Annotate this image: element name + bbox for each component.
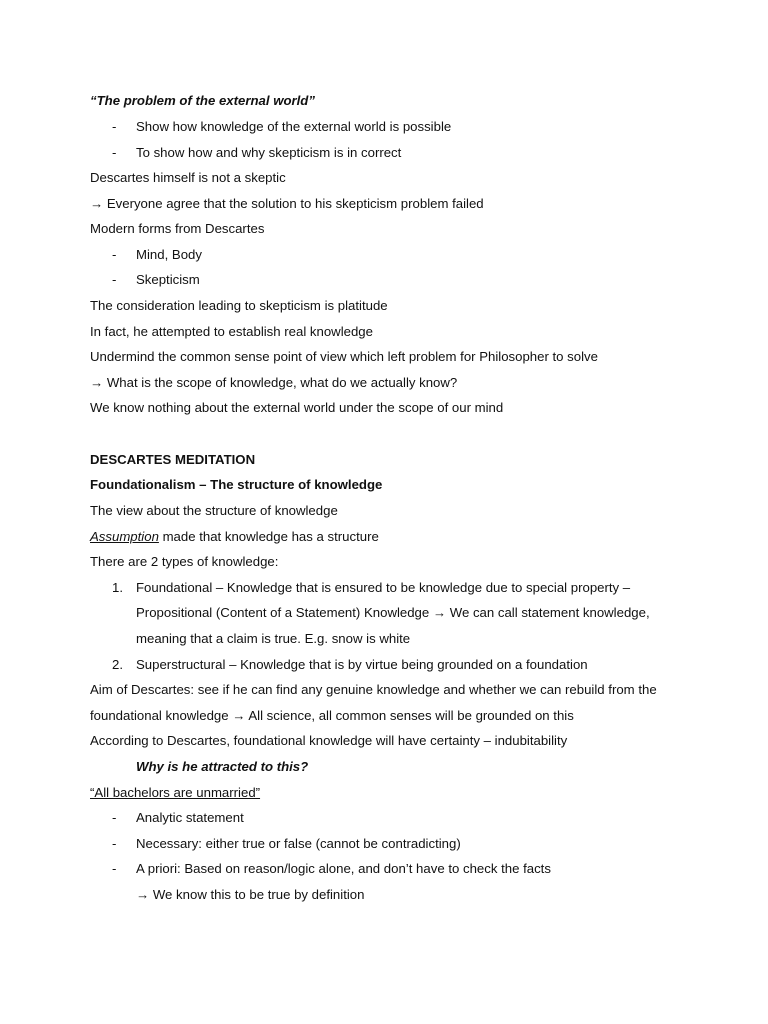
bullet-dash: - (112, 272, 117, 287)
paragraph-line: Aim of Descartes: see if he can find any genuine knowledge and whether we can rebuild from the (90, 682, 657, 697)
list-text: Foundational – Knowledge that is ensured to be knowledge due to special property – (136, 580, 631, 595)
paragraph-line: Undermind the common sense point of view which left problem for Philosopher to solve (90, 349, 598, 364)
assumption-term: Assumption (90, 529, 159, 544)
paragraph-line: foundational knowledge → All science, all common senses will be grounded on this (90, 708, 574, 723)
paragraph-line: The consideration leading to skepticism is platitude (90, 298, 388, 313)
bullet-text: To show how and why skepticism is in correct (136, 145, 402, 160)
paragraph-line: There are 2 types of knowledge: (90, 554, 279, 569)
paragraph-line: → Everyone agree that the solution to his skepticism problem failed (90, 196, 484, 211)
section-heading: DESCARTES MEDITATION (90, 452, 256, 467)
paragraph-line: Descartes himself is not a skeptic (90, 170, 286, 185)
bullet-dash: - (112, 861, 117, 876)
bullet-continuation: → We know this to be true by definition (136, 887, 365, 902)
paragraph-line (90, 528, 379, 546)
bullet-text: Mind, Body (136, 247, 202, 262)
heading-problem: “The problem of the external world” (90, 93, 315, 108)
bullet-text: Show how knowledge of the external world is possible (136, 119, 452, 134)
bullet-text: Skepticism (136, 272, 200, 287)
bullet-text: A priori: Based on reason/logic alone, and don’t have to check the facts (136, 861, 551, 876)
paragraph-line: → What is the scope of knowledge, what do we actually know? (90, 375, 458, 390)
bullet-text: Necessary: either true or false (cannot be contradicting) (136, 836, 461, 851)
paragraph-line: In fact, he attempted to establish real knowledge (90, 324, 373, 339)
bullet-dash: - (112, 145, 117, 160)
list-text: meaning that a claim is true. E.g. snow is white (136, 631, 411, 646)
bullet-text: Analytic statement (136, 810, 244, 825)
paragraph-line: We know nothing about the external world under the scope of our mind (90, 400, 504, 415)
paragraph-line: Modern forms from Descartes (90, 221, 265, 236)
list-text: Superstructural – Knowledge that is by virtue being grounded on a foundation (136, 657, 588, 672)
paragraph-line: The view about the structure of knowledge (90, 503, 338, 518)
subsection-heading: Foundationalism – The structure of knowledge (90, 477, 383, 492)
bullet-dash: - (112, 836, 117, 851)
list-number: 2. (112, 657, 123, 672)
list-text: Propositional (Content of a Statement) Knowledge → We can call statement knowledge, (136, 605, 650, 620)
bullet-dash: - (112, 810, 117, 825)
quote-line: “All bachelors are unmarried” (90, 785, 261, 800)
bullet-dash: - (112, 119, 117, 134)
question-line: Why is he attracted to this? (136, 759, 309, 774)
list-number: 1. (112, 580, 123, 595)
bullet-dash: - (112, 247, 117, 262)
paragraph-line: According to Descartes, foundational knowledge will have certainty – indubitability (90, 733, 568, 748)
assumption-rest: made that knowledge has a structure (158, 529, 379, 544)
